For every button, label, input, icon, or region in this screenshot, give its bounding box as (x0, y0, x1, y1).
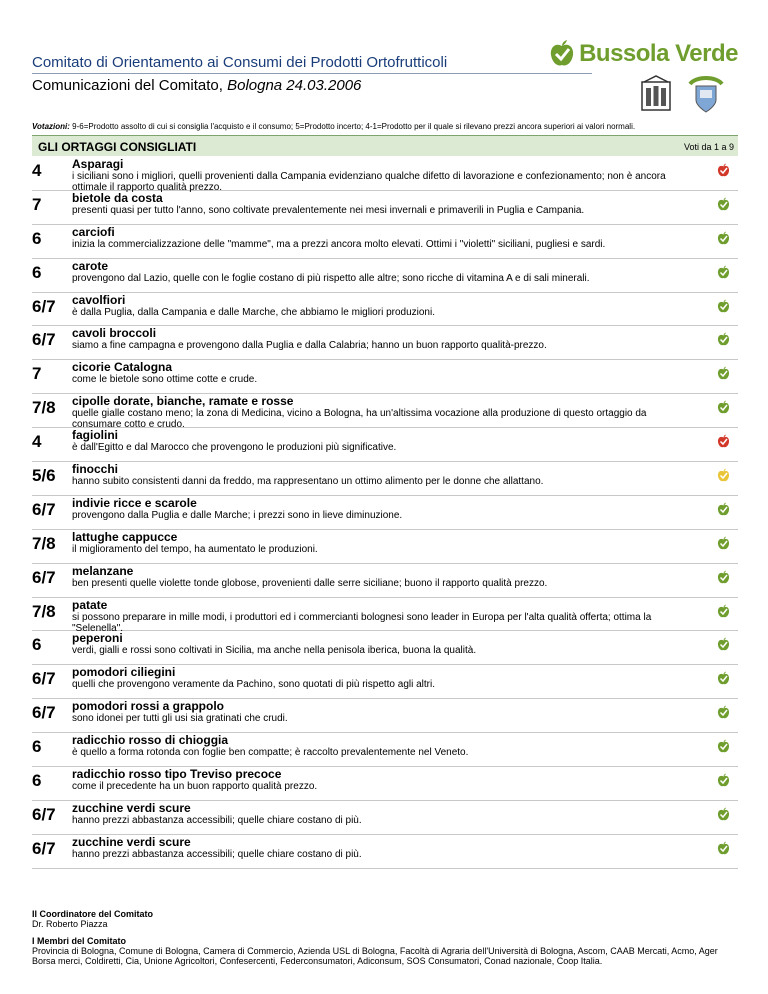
product-name: cicorie Catalogna (72, 360, 173, 375)
product-name: patate (72, 597, 108, 612)
product-description: è quello a forma rotonda con foglie ben compatte; è raccolto prevalentemente nel Veneto. (72, 747, 469, 759)
header-divider (32, 73, 592, 74)
list-item (32, 631, 738, 665)
product-description: presenti quasi per tutto l'anno, sono coltivate prevalentemente nei mesi invernali e primaverili in Puglia e Campania. (72, 204, 585, 216)
product-name: carote (72, 258, 109, 273)
product-description: i siciliani sono i migliori, quelli provenienti dalla Campania evidenziano qualche difetto di lavorazione e confezionamento; non è ancora ottimale il rapporto qualità prezzo. (72, 171, 666, 193)
score: 6 (32, 771, 42, 791)
coordinator-name: Dr. Roberto Piazza (32, 919, 108, 929)
list-item (32, 293, 738, 327)
product-name: peperoni (72, 631, 123, 646)
voting-legend (32, 122, 738, 131)
product-name: zucchine verdi scure (72, 834, 191, 849)
list-item (32, 530, 738, 564)
coordinator-title: Il Coordinatore del Comitato (32, 909, 154, 919)
green-apple-icon (717, 705, 730, 720)
green-apple-icon (717, 807, 730, 822)
green-apple-icon (717, 265, 730, 280)
score: 6/7 (32, 499, 56, 519)
list-item (32, 564, 738, 598)
product-description: siamo a fine campagna e provengono dalla Puglia e dalla Calabria; hanno un buon rapporto qualità-prezzo. (72, 340, 547, 352)
green-apple-icon (717, 671, 730, 686)
list-item (32, 259, 738, 293)
list-item (32, 360, 738, 394)
subtitle-date: Bologna 24.03.2006 (227, 77, 362, 94)
product-description: provengono dalla Puglia e dalle Marche; i prezzi sono in lieve diminuzione. (72, 509, 403, 521)
products-list (32, 157, 738, 869)
score: 7 (32, 364, 42, 384)
product-description: il miglioramento del tempo, ha aumentato le produzioni. (72, 543, 318, 555)
green-apple-icon (717, 366, 730, 381)
product-name: cipolle dorate, bianche, ramate e rosse (72, 394, 294, 409)
section-header (32, 135, 738, 156)
green-apple-icon (717, 400, 730, 415)
product-description: hanno prezzi abbastanza accessibili; quelle chiare costano di più. (72, 848, 362, 860)
product-name: bietole da costa (72, 190, 163, 205)
product-description: come il precedente ha un buon rapporto qualità prezzo. (72, 781, 318, 793)
seals (638, 74, 726, 114)
product-description: è dalla Puglia, dalla Campania e dalle Marche, che abbiamo le migliori produzioni. (72, 306, 435, 318)
list-item (32, 767, 738, 801)
product-description: sono idonei per tutti gli usi sia gratinati che crudi. (72, 713, 288, 725)
score: 6 (32, 228, 42, 248)
green-apple-icon (717, 637, 730, 652)
score: 6/7 (32, 669, 56, 689)
score: 6 (32, 262, 42, 282)
green-apple-icon (717, 502, 730, 517)
list-item (32, 665, 738, 699)
list-item (32, 394, 738, 431)
score: 4 (32, 432, 42, 452)
score: 7 (32, 194, 42, 214)
bologna-seal-icon (638, 74, 674, 114)
list-item (32, 225, 738, 259)
score: 6 (32, 635, 42, 655)
product-name: radicchio rosso tipo Treviso precoce (72, 767, 282, 782)
list-item (32, 191, 738, 225)
product-name: cavolfiori (72, 292, 126, 307)
green-apple-icon (717, 570, 730, 585)
product-description: ben presenti quelle violette tonde globose, provenienti dalle serre siciliane; buono il rapporto qualità prezzo. (72, 577, 548, 589)
product-name: melanzane (72, 563, 134, 578)
score: 6/7 (32, 804, 56, 824)
members-title: I Membri del Comitato (32, 936, 127, 946)
green-apple-icon (717, 604, 730, 619)
list-item (32, 496, 738, 530)
product-name: lattughe cappucce (72, 529, 178, 544)
score: 6/7 (32, 567, 56, 587)
logo-apple-icon (549, 40, 575, 68)
list-item (32, 157, 738, 191)
product-description: verdi, gialli e rossi sono coltivati in Sicilia, ma anche nella penisola iberica, buona la qualità. (72, 645, 477, 657)
score: 6/7 (32, 296, 56, 316)
score: 4 (32, 161, 42, 180)
yellow-apple-icon (717, 468, 730, 483)
green-apple-icon (717, 536, 730, 551)
list-item (32, 699, 738, 733)
list-item (32, 428, 738, 462)
legend-text: 9-6=Prodotto assolto di cui si consiglia l'acquisto e il consumo; 5=Prodotto incerto; 4-1=Prodotto per il quale si rilevano prezzi ancora superiori ai valori normali. (69, 122, 636, 131)
list-item (32, 835, 738, 869)
product-name: finocchi (72, 462, 119, 477)
green-apple-icon (717, 332, 730, 347)
product-name: fagiolini (72, 428, 118, 443)
score: 7/8 (32, 533, 56, 553)
list-item (32, 733, 738, 767)
score: 5/6 (32, 466, 56, 486)
product-description: quelli che provengono veramente da Pachino, sono quotati di più rispetto agli altri. (72, 679, 436, 691)
product-name: Asparagi (72, 157, 124, 171)
legend-label: Votazioni: (32, 122, 70, 131)
product-description: hanno prezzi abbastanza accessibili; quelle chiare costano di più. (72, 814, 362, 826)
product-name: cavoli broccoli (72, 326, 157, 341)
product-description: è dall'Egitto e dal Marocco che provengono le produzioni più significative. (72, 442, 397, 454)
subtitle-main: Comunicazioni del Comitato, (32, 77, 228, 94)
header-subtitle (32, 77, 738, 94)
score: 7/8 (32, 601, 56, 621)
green-apple-icon (717, 773, 730, 788)
product-description: provengono dal Lazio, quelle con le foglie costano di più rispetto alle altre; sono ricche di vitamina A e di sali minerali. (72, 272, 590, 284)
province-seal-icon (686, 74, 726, 114)
red-apple-icon (717, 163, 730, 178)
score: 6 (32, 737, 42, 757)
product-name: zucchine verdi scure (72, 800, 191, 815)
score: 6/7 (32, 330, 56, 350)
product-name: pomodori ciliegini (72, 665, 176, 680)
product-name: carciofi (72, 224, 115, 239)
product-description: hanno subito consistenti danni da freddo, ma rappresentano un ottimo alimento per le donne che allattano. (72, 476, 544, 488)
list-item (32, 598, 738, 632)
header-title: Comitato di Orientamento ai Consumi dei Prodotti Ortofrutticoli (32, 54, 448, 71)
list-item (32, 801, 738, 835)
green-apple-icon (717, 197, 730, 212)
product-name: radicchio rosso di chioggia (72, 733, 229, 748)
score-scale: Voti da 1 a 9 (683, 142, 734, 152)
members-text: Provincia di Bologna, Comune di Bologna, Camera di Commercio, Azienda USL di Bologna, Facoltà di Agraria dell'Università di Bologna, Ascom, CAAB Mercati, Acmo, Ager Borsa merci, Coldiretti, Cia, Unione Agricoltori, Confesercenti, Federconsumatori, Adiconsum, SOS Consumatori, Conad nazionale, Coop Italia. (32, 946, 718, 966)
list-item (32, 462, 738, 496)
list-item (32, 326, 738, 360)
product-description: inizia la commercializzazione delle "mamme", ma a prezzi ancora molto elevati. Ottimi i "violetti" siciliani, pugliesi e sardi. (72, 238, 606, 250)
green-apple-icon (717, 841, 730, 856)
red-apple-icon (717, 434, 730, 449)
green-apple-icon (717, 299, 730, 314)
product-description: quelle gialle costano meno; la zona di Medicina, vicino a Bologna, ha un'altissima vocazione alla produzione di questo ortaggio da consumare cotto e crudo. (72, 408, 647, 431)
score: 7/8 (32, 398, 56, 418)
section-title: GLI ORTAGGI CONSIGLIATI (38, 140, 197, 154)
bussola-verde-logo (549, 40, 738, 68)
score: 6/7 (32, 838, 56, 858)
product-description: come le bietole sono ottime cotte e crude. (72, 374, 258, 386)
green-apple-icon (717, 739, 730, 754)
product-name: pomodori rossi a grappolo (72, 699, 225, 714)
score: 6/7 (32, 703, 56, 723)
product-description: si possono preparare in mille modi, i produttori ed i commercianti bolognesi sono leader in Europa per l'alta qualità offerta; ottima la "Selenella". (72, 611, 652, 634)
green-apple-icon (717, 231, 730, 246)
logo-text: Bussola Verde (579, 40, 738, 67)
product-name: indivie ricce e scarole (72, 495, 197, 510)
footer (32, 909, 738, 966)
